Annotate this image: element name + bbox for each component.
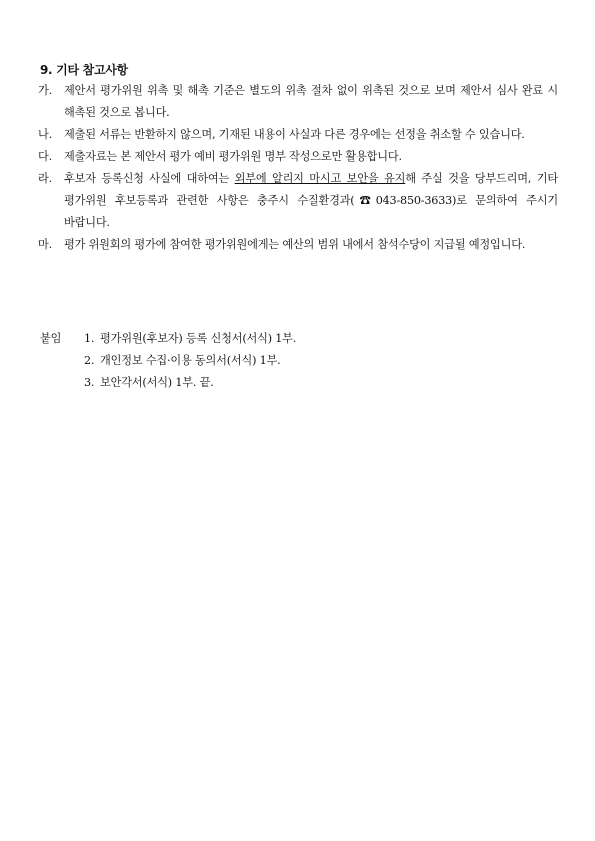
notice-item-ga: [38, 80, 558, 124]
item-marker: 나.: [38, 128, 52, 141]
attachment-text: 평가위원(후보자) 등록 신청서(서식) 1부.: [100, 332, 297, 345]
attachments: [40, 328, 296, 394]
attachment-number: 1.: [84, 332, 95, 345]
item-marker: 다.: [38, 150, 52, 163]
section-title: 9. 기타 참고사항: [40, 63, 128, 77]
item-text: [64, 168, 558, 234]
item-text: 평가 위원회의 평가에 참여한 평가위원에게는 예산의 범위 내에서 참석수당이 지급될 예정입니다.: [64, 238, 526, 251]
item-text-after: 해 주실 것을 당부드리며, 기타 평가위원 후보등록과 관련한 사항은 충주시 수질환경과(☎043-850-3633)로 문의하여 주시기 바랍니다.: [64, 172, 558, 229]
item-marker: 가.: [38, 84, 52, 97]
notice-item-ra: [38, 168, 558, 234]
attachment-row: [40, 328, 296, 350]
attachment-label: 붙임: [40, 332, 62, 345]
item-text: 제출된 서류는 반환하지 않으며, 기재된 내용이 사실과 다른 경우에는 선정을 취소할 수 있습니다.: [64, 128, 525, 141]
attachment-text: 개인정보 수집·이용 동의서(서식) 1부.: [100, 354, 281, 367]
item-text: 제출자료는 본 제안서 평가 예비 평가위원 명부 작성으로만 활용합니다.: [64, 150, 402, 163]
attachment-number: 3.: [84, 376, 95, 389]
notice-item-na: [38, 124, 558, 146]
notice-item-ma: [38, 234, 558, 256]
item-marker: 마.: [38, 238, 52, 251]
notice-item-da: [38, 146, 558, 168]
attachment-row: [40, 350, 296, 372]
item-text-underlined: 외부에 알리지 마시고 보안을 유지: [234, 172, 406, 185]
attachment-number: 2.: [84, 354, 95, 367]
notice-list: [38, 80, 558, 256]
item-marker: 라.: [38, 172, 52, 185]
attachment-row: [40, 372, 296, 394]
attachment-text: 보안각서(서식) 1부. 끝.: [100, 376, 214, 389]
item-text: 제안서 평가위원 위촉 및 해촉 기준은 별도의 위촉 절차 없이 위촉된 것으로 보며 제안서 심사 완료 시 해촉된 것으로 봅니다.: [64, 84, 558, 119]
item-text-before: 후보자 등록신청 사실에 대하여는: [64, 172, 235, 185]
